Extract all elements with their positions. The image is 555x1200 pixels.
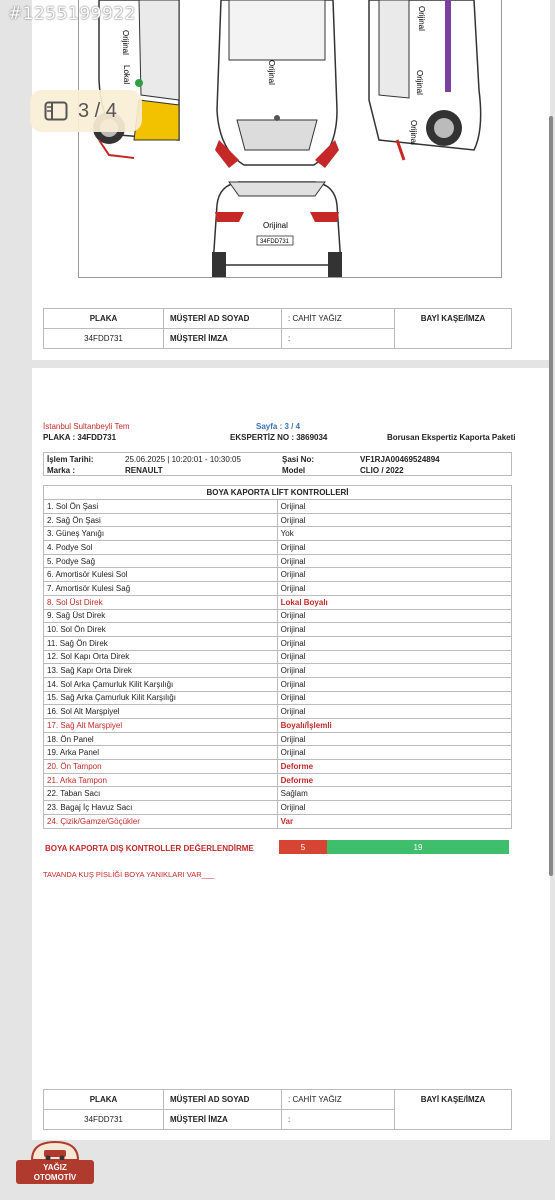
control-row xyxy=(44,664,512,678)
control-row-label: 17. Sağ Alt Marşpiyel xyxy=(44,719,278,733)
control-row xyxy=(44,609,512,623)
sig-plaka-value: 34FDD731 xyxy=(44,329,164,349)
car-right-side xyxy=(369,0,481,160)
control-row xyxy=(44,527,512,541)
control-row-label: 23. Bagaj İç Havuz Sacı xyxy=(44,801,278,815)
control-row-value: Sağlam xyxy=(277,787,511,801)
sig-customer-value: : CAHİT YAĞIZ xyxy=(282,309,395,329)
control-row xyxy=(44,568,512,582)
control-row-label: 11. Sağ Ön Direk xyxy=(44,636,278,650)
car-top-view xyxy=(215,0,339,168)
signature-table-bottom xyxy=(43,1089,512,1130)
label-original-right-2: Orijinal xyxy=(415,70,424,95)
sig-plaka-header: PLAKA xyxy=(44,309,164,329)
control-row-value: Orijinal xyxy=(277,636,511,650)
label-original-rear: Orijinal xyxy=(263,221,288,230)
header-plate: PLAKA : 34FDD731 xyxy=(43,433,117,442)
car-plate: 34FDD731 xyxy=(260,239,290,245)
control-row xyxy=(44,732,512,746)
logo-line1: YAĞIZ xyxy=(43,1163,67,1172)
gallery-counter-text: 3 / 4 xyxy=(78,99,117,122)
control-row-label: 3. Güneş Yanığı xyxy=(44,527,278,541)
sig2-plaka-value: 34FDD731 xyxy=(44,1110,164,1130)
car-damage-diagram xyxy=(78,0,502,278)
control-row-label: 18. Ön Panel xyxy=(44,732,278,746)
inspector-note: TAVANDA KUŞ PİSLİĞİ BOYA YANIKLARI VAR___ xyxy=(43,870,215,879)
branch-name: İstanbul Sultanbeyli Tem xyxy=(43,422,130,431)
control-row-label: 13. Sağ Kapı Orta Direk xyxy=(44,664,278,678)
gallery-counter[interactable] xyxy=(30,90,142,132)
label-original-right-3: Orijinal xyxy=(409,120,418,145)
info-date-value: 25.06.2025 | 10:20:01 - 10:30:05 xyxy=(125,455,241,464)
control-row xyxy=(44,746,512,760)
control-row xyxy=(44,691,512,705)
label-original-top: Orijinal xyxy=(267,60,276,85)
control-row xyxy=(44,677,512,691)
control-row-value: Deforme xyxy=(277,760,511,774)
control-row-value: Var xyxy=(277,814,511,828)
control-row-label: 20. Ön Tampon xyxy=(44,760,278,774)
control-row xyxy=(44,787,512,801)
info-chassis-value: VF1RJA00469524894 xyxy=(360,455,440,464)
control-row-value: Orijinal xyxy=(277,691,511,705)
control-row-value: Orijinal xyxy=(277,554,511,568)
control-row-value: Orijinal xyxy=(277,568,511,582)
sig2-dealer-header: BAYİ KAŞE/İMZA xyxy=(395,1090,512,1130)
watermark-text: #1255199922 xyxy=(8,4,136,24)
control-row-value: Orijinal xyxy=(277,664,511,678)
control-row-value: Boyalı/İşlemli xyxy=(277,719,511,733)
logo-line2: OTOMOTİV xyxy=(33,1173,77,1182)
summary-bad-count: 5 xyxy=(279,840,327,854)
car-diagram-svg xyxy=(79,0,502,278)
control-row-value: Orijinal xyxy=(277,801,511,815)
control-row xyxy=(44,773,512,787)
control-row xyxy=(44,760,512,774)
control-row-value: Orijinal xyxy=(277,705,511,719)
control-row-label: 9. Sağ Üst Direk xyxy=(44,609,278,623)
header-ekspertiz-no: EKSPERTİZ NO : 3869034 xyxy=(230,433,328,442)
control-row xyxy=(44,582,512,596)
summary-label: BOYA KAPORTA DIŞ KONTROLLER DEĞERLENDİRME xyxy=(45,844,254,853)
control-row xyxy=(44,541,512,555)
control-row-value: Lokal Boyalı xyxy=(277,595,511,609)
control-row-label: 24. Çizik/Gamze/Göçükler xyxy=(44,814,278,828)
control-row-label: 7. Amortisör Kulesi Sağ xyxy=(44,582,278,596)
control-row-label: 5. Podye Sağ xyxy=(44,554,278,568)
controls-title: BOYA KAPORTA LİFT KONTROLLERİ xyxy=(44,486,512,500)
control-row xyxy=(44,513,512,527)
gallery-icon xyxy=(44,101,68,121)
control-row-value: Orijinal xyxy=(277,500,511,514)
info-model-label: Model xyxy=(282,466,306,475)
car-rear-view xyxy=(212,182,342,278)
sig2-signature-header: MÜŞTERİ İMZA xyxy=(164,1110,282,1130)
control-row xyxy=(44,554,512,568)
control-row-label: 22. Taban Sacı xyxy=(44,787,278,801)
dealer-logo-svg xyxy=(14,1138,96,1186)
control-row xyxy=(44,719,512,733)
page-number: Sayfa : 3 / 4 xyxy=(256,422,301,431)
label-original-left: Orijinal xyxy=(121,30,130,55)
control-row xyxy=(44,636,512,650)
control-row-value: Orijinal xyxy=(277,650,511,664)
control-row-label: 6. Amortisör Kulesi Sol xyxy=(44,568,278,582)
sig-dealer-header: BAYİ KAŞE/İMZA xyxy=(395,309,512,349)
sig-signature-header: MÜŞTERİ İMZA xyxy=(164,329,282,349)
control-row-label: 1. Sol Ön Şasi xyxy=(44,500,278,514)
control-row-label: 14. Sol Arka Çamurluk Kilit Karşılığı xyxy=(44,677,278,691)
summary-good-count: 19 xyxy=(327,840,509,854)
info-date-label: İşlem Tarihi: xyxy=(47,455,94,464)
control-row xyxy=(44,705,512,719)
control-row-value: Orijinal xyxy=(277,623,511,637)
control-row xyxy=(44,814,512,828)
control-row-value: Orijinal xyxy=(277,609,511,623)
label-original-right-1: Orijinal xyxy=(417,6,426,31)
info-chassis-label: Şasi No: xyxy=(282,455,315,464)
control-row-label: 16. Sol Alt Marşpiyel xyxy=(44,705,278,719)
control-row xyxy=(44,650,512,664)
control-row xyxy=(44,623,512,637)
control-row-value: Orijinal xyxy=(277,582,511,596)
dealer-logo xyxy=(14,1138,96,1186)
control-row-value: Orijinal xyxy=(277,541,511,555)
control-row-value: Orijinal xyxy=(277,746,511,760)
sig-signature-value: : xyxy=(282,329,395,349)
control-row-value: Orijinal xyxy=(277,513,511,527)
control-row-label: 8. Sol Üst Direk xyxy=(44,595,278,609)
vehicle-info-box xyxy=(43,452,512,476)
sig2-signature-value: : xyxy=(282,1110,395,1130)
sig2-customer-header: MÜŞTERİ AD SOYAD xyxy=(164,1090,282,1110)
control-row xyxy=(44,595,512,609)
control-row-value: Yok xyxy=(277,527,511,541)
sig-customer-header: MÜŞTERİ AD SOYAD xyxy=(164,309,282,329)
control-row-value: Deforme xyxy=(277,773,511,787)
sig2-plaka-header: PLAKA xyxy=(44,1090,164,1110)
sig2-customer-value: : CAHİT YAĞIZ xyxy=(282,1090,395,1110)
header-package: Borusan Ekspertiz Kaporta Paketi xyxy=(387,433,516,442)
signature-table-top xyxy=(43,308,512,349)
control-row-value: Orijinal xyxy=(277,677,511,691)
summary-bar xyxy=(279,840,509,854)
control-row-label: 15. Sağ Arka Çamurluk Kilit Karşılığı xyxy=(44,691,278,705)
control-row-label: 10. Sol Ön Direk xyxy=(44,623,278,637)
label-local-left: Lokal xyxy=(122,65,131,85)
info-brand-label: Marka : xyxy=(47,466,76,475)
control-row xyxy=(44,500,512,514)
scrollbar[interactable] xyxy=(549,116,553,876)
paint-body-controls-table xyxy=(43,485,512,829)
control-row-label: 4. Podye Sol xyxy=(44,541,278,555)
control-row xyxy=(44,801,512,815)
info-model-value: CLIO / 2022 xyxy=(360,466,404,475)
control-row-label: 21. Arka Tampon xyxy=(44,773,278,787)
control-row-label: 2. Sağ Ön Şasi xyxy=(44,513,278,527)
info-brand-value: RENAULT xyxy=(125,466,163,475)
control-row-value: Orijinal xyxy=(277,732,511,746)
control-row-label: 12. Sol Kapı Orta Direk xyxy=(44,650,278,664)
control-row-label: 19. Arka Panel xyxy=(44,746,278,760)
